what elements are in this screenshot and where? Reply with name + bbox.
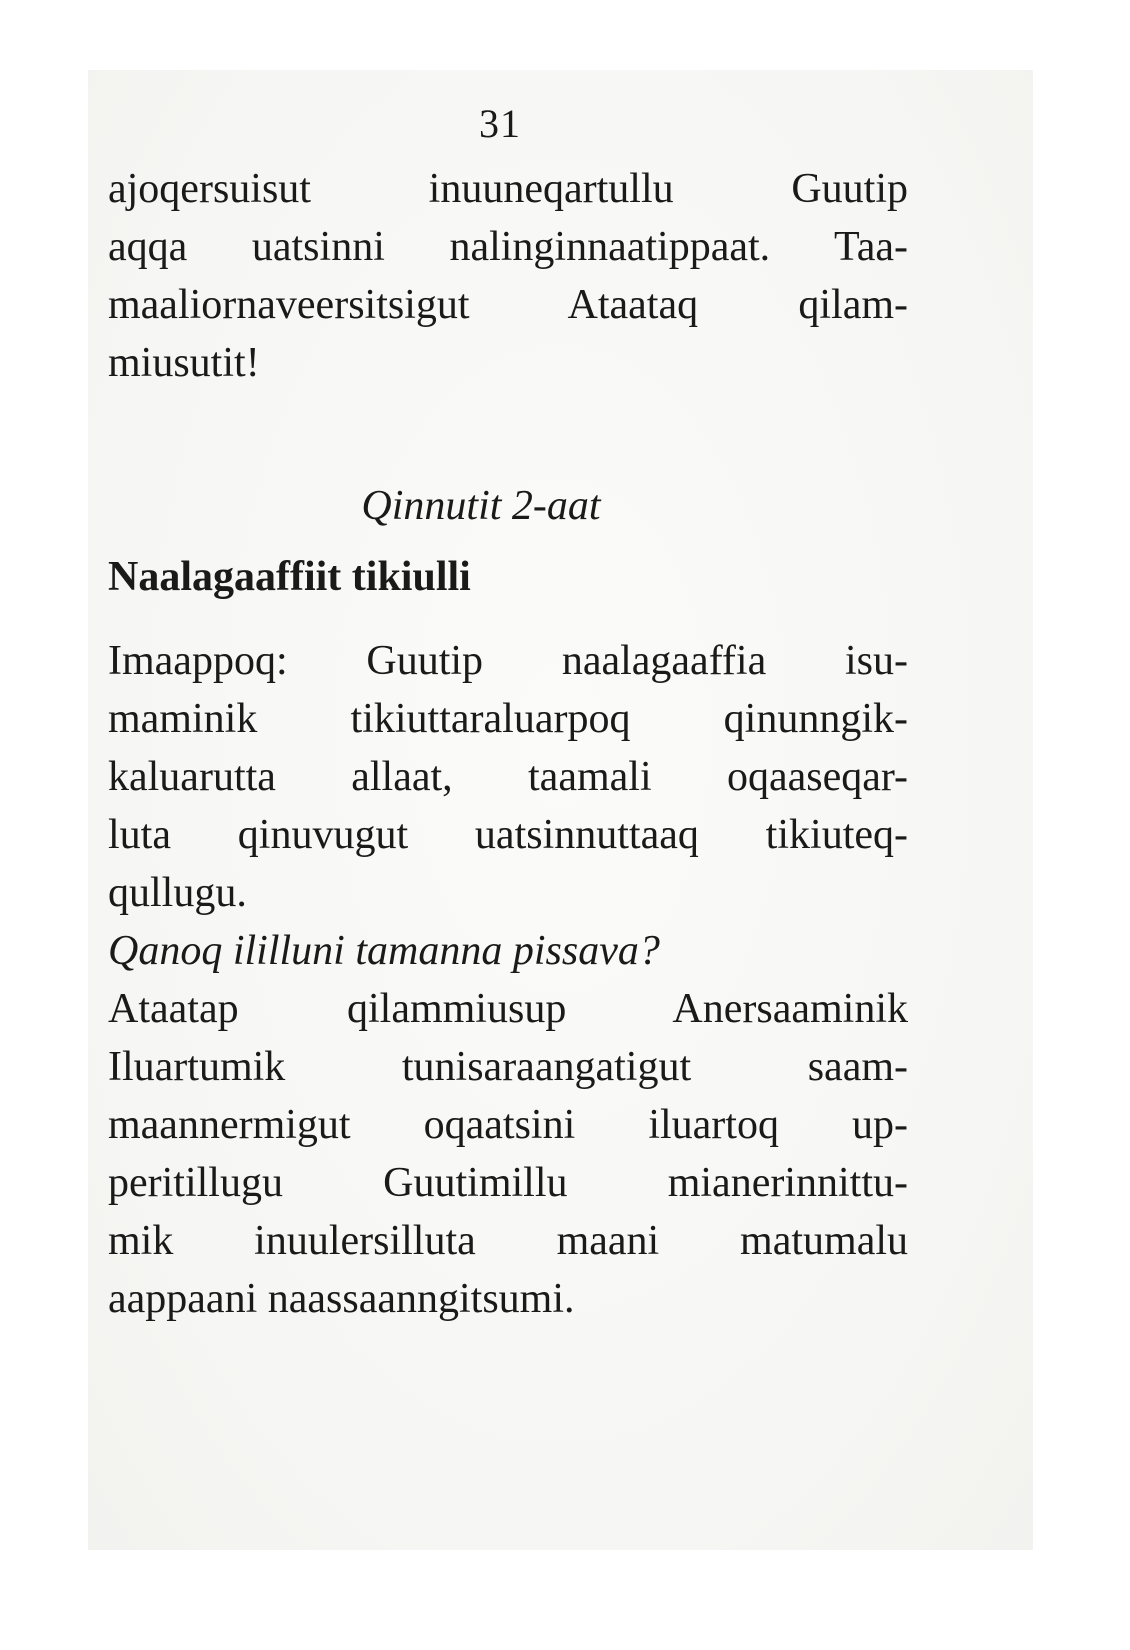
text-line: maannermigut oqaatsini iluartoq up- bbox=[108, 1102, 908, 1148]
text-line: Imaappoq: Guutip naalagaaffia isu- bbox=[108, 638, 908, 684]
text-line: aqqa uatsinni nalinginnaatippaat. Taa- bbox=[108, 224, 908, 270]
question-paragraph bbox=[108, 922, 908, 980]
text-line: aappaani naassaanngitsumi. bbox=[108, 1276, 575, 1322]
chapter-label: Qinnutit 2-aat bbox=[361, 483, 601, 529]
text-line: luta qinuvugut uatsinnuttaaq tikiuteq- bbox=[108, 812, 908, 858]
paragraph-intro bbox=[108, 160, 908, 392]
text-line: qullugu. bbox=[108, 870, 247, 916]
text-line: mik inuulersilluta maani matumalu bbox=[108, 1218, 908, 1264]
page-number: 31 bbox=[479, 101, 521, 146]
text-line: ajoqersuisut inuuneqartullu Guutip bbox=[108, 166, 908, 212]
text-line: Iluartumik tunisaraangatigut saam- bbox=[108, 1044, 908, 1090]
text-line: kaluarutta allaat, taamali oqaaseqar- bbox=[108, 754, 908, 800]
text-line: maaliornaveersitsigut Ataataq qilam- bbox=[108, 282, 908, 328]
question-line: Qanoq ililluni tamanna pissava? bbox=[108, 928, 660, 974]
paragraph-answer bbox=[108, 980, 908, 1328]
text-line: maminik tikiuttaraluarpoq qinunngik- bbox=[108, 696, 908, 742]
section-heading: Naalagaaffiit tikiulli bbox=[108, 554, 471, 600]
paragraph-explanation bbox=[108, 632, 908, 922]
text-line: Ataatap qilammiusup Anersaaminik bbox=[108, 986, 908, 1032]
text-line: miusutit! bbox=[108, 340, 260, 386]
text-line: peritillugu Guutimillu mianerinnittu- bbox=[108, 1160, 908, 1206]
